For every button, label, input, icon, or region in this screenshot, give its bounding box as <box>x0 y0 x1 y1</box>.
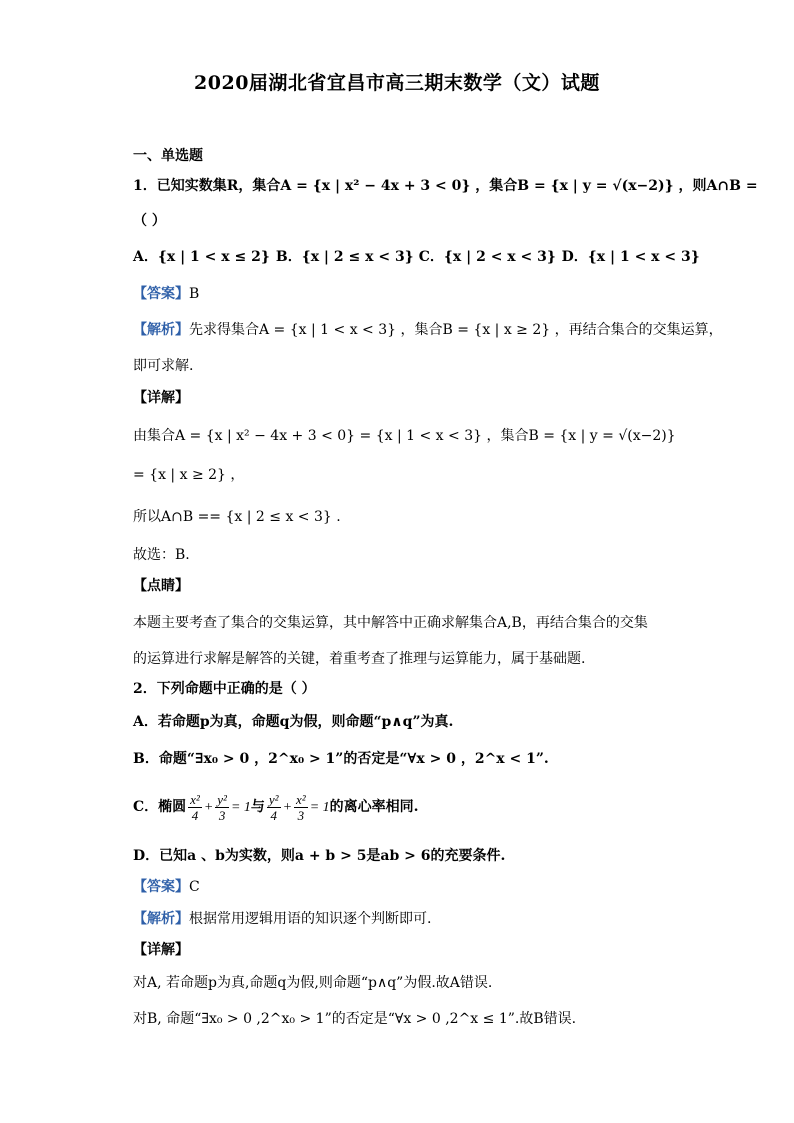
plus-sign: + <box>282 800 293 815</box>
fraction-x2-over-4 <box>188 792 202 823</box>
q1-option-c: C．{x | 2 < x < 3} <box>418 249 556 265</box>
q2-detail-2: 对B, 命题“∃x₀ > 0 ,2^x₀ > 1”的否定是“∀x > 0 ,2^x ≤ 1”.故B错误. <box>133 1011 577 1027</box>
frac-denominator: 4 <box>191 807 199 823</box>
q1-paren: （ ） <box>133 213 166 229</box>
analysis-tag: 【解析】 <box>133 911 189 927</box>
q1-detail-2: = {x | x ≥ 2} ， <box>133 467 245 483</box>
analysis-tag: 【解析】 <box>133 322 189 338</box>
q2-answer <box>133 877 693 897</box>
fraction-y2-over-3 <box>215 792 229 823</box>
q2-option-c-prefix: C．椭圆 <box>133 799 187 815</box>
q1-detail-3: 所以A∩B == {x | 2 ≤ x < 3} . <box>133 509 341 525</box>
frac-denominator: 3 <box>297 807 305 823</box>
frac-numerator: y² <box>268 791 279 807</box>
q1-comment-tag: 【点睛】 <box>133 578 189 594</box>
q1-detail-1: 由集合A = {x | x² − 4x + 3 < 0} = {x | 1 < x < 3} ，集合B = {x | y = √(x−2)} <box>133 428 676 444</box>
q2-option-c-mid: 与 <box>250 799 265 815</box>
frac-numerator: x² <box>190 791 200 807</box>
q1-stem: 1．已知实数集R，集合A = {x | x² − 4x + 3 < 0} ，集合B = {x | y = √(x−2)} ，则A∩B = <box>133 178 758 194</box>
q2-analysis <box>133 909 693 929</box>
section-heading: 一、单选题 <box>133 148 203 164</box>
q1-comment-2: 的运算进行求解是解答的关键，着重考查了推理与运算能力，属于基础题. <box>133 651 586 667</box>
answer-value: B <box>189 286 200 302</box>
frac-denominator: 4 <box>270 807 277 823</box>
q2-option-a: A．若命题p为真，命题q为假，则命题“p∧q”为真. <box>133 714 454 730</box>
q1-detail-tag: 【详解】 <box>133 390 189 406</box>
equals-one: = 1 <box>309 800 330 815</box>
q1-detail-4: 故选：B. <box>133 547 190 563</box>
answer-tag: 【答案】 <box>133 879 189 895</box>
q1-analysis <box>133 320 723 340</box>
q2-option-c-suffix: 的离心率相同. <box>329 799 419 815</box>
q1-analysis-cont: 即可求解. <box>133 358 194 374</box>
analysis-text: 根据常用逻辑用语的知识逐个判断即可. <box>189 911 432 927</box>
q2-option-c <box>133 790 693 825</box>
fraction-y2-over-4 <box>267 792 281 823</box>
frac-numerator: x² <box>296 791 306 807</box>
equals-one: = 1 <box>230 800 251 815</box>
answer-value: C <box>189 879 200 895</box>
q1-option-d: D．{x | 1 < x < 3} <box>561 249 700 265</box>
answer-tag: 【答案】 <box>133 286 189 302</box>
q2-stem: 2．下列命题中正确的是（ ） <box>133 681 316 697</box>
q2-detail-1: 对A, 若命题p为真,命题q为假,则命题“p∧q”为假.故A错误. <box>133 975 493 991</box>
fraction-x2-over-3 <box>294 792 308 823</box>
q1-option-a: A．{x | 1 < x ≤ 2} <box>133 249 270 265</box>
q2-detail-tag: 【详解】 <box>133 942 189 958</box>
q1-comment-1: 本题主要考查了集合的交集运算，其中解答中正确求解集合A,B，再结合集合的交集 <box>133 615 648 631</box>
q2-option-d: D．已知a 、b为实数，则a + b > 5是ab > 6的充要条件. <box>133 848 506 864</box>
q1-options <box>133 247 700 267</box>
q2-option-b: B．命题“∃x₀ > 0 ，2^x₀ > 1”的否定是“∀x > 0 ，2^x < 1”. <box>133 751 549 767</box>
analysis-text: 先求得集合A = {x | 1 < x < 3} ，集合B = {x | x ≥ 2} ，再结合集合的交集运算， <box>189 322 723 338</box>
q1-option-b: B．{x | 2 ≤ x < 3} <box>275 249 414 265</box>
frac-numerator: y² <box>217 791 227 807</box>
plus-sign: + <box>203 800 214 815</box>
page-title: 2020届湖北省宜昌市高三期末数学（文）试题 <box>194 72 600 94</box>
frac-denominator: 3 <box>218 807 226 823</box>
q1-answer <box>133 284 693 304</box>
